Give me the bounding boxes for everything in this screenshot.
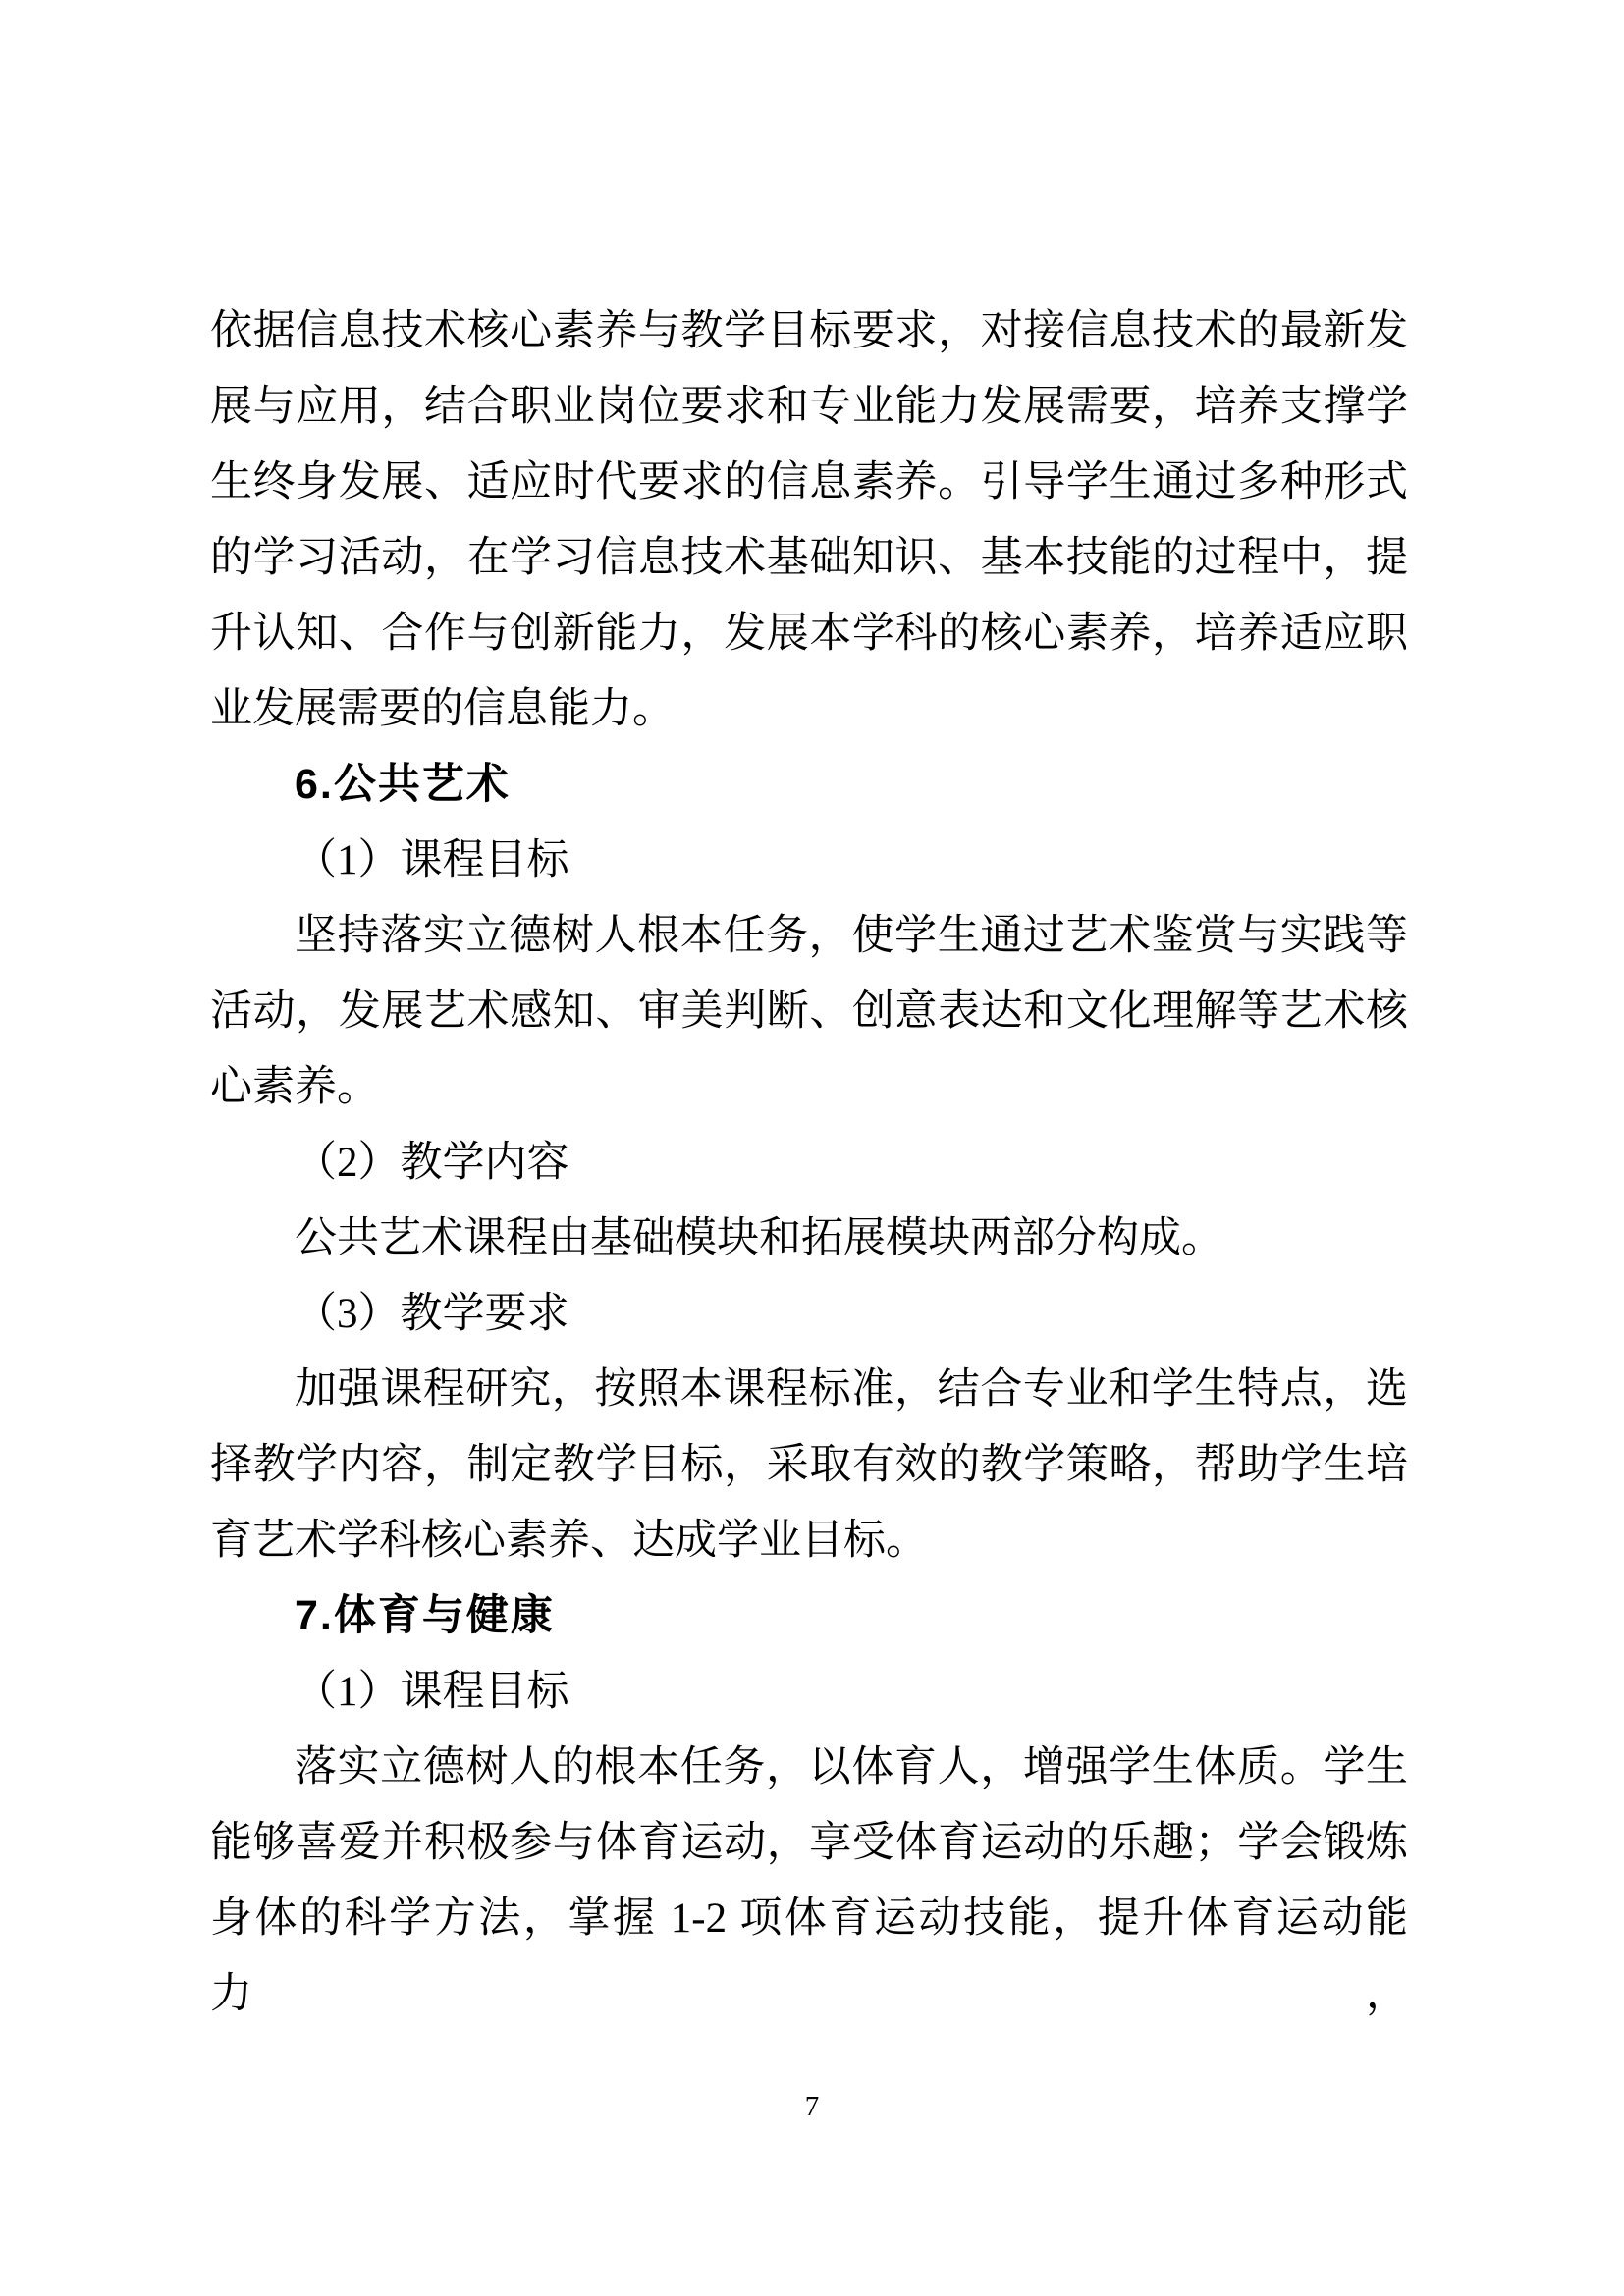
body-line: 活动，发展艺术感知、审美判断、创意表达和文化理解等艺术核	[210, 988, 1408, 1035]
body-line: 的学习活动，在学习信息技术基础知识、基本技能的过程中，提	[210, 535, 1408, 581]
body-line: 展与应用，结合职业岗位要求和专业能力发展需要，培养支撑学	[210, 384, 1408, 430]
body-line: 心素养。	[210, 1064, 379, 1110]
body-line: 落实立德树人的根本任务，以体育人，增强学生体质。学生	[295, 1744, 1408, 1790]
body-line: 业发展需要的信息能力。	[210, 686, 675, 732]
subheading-course-objectives: （1）课程目标	[295, 837, 569, 883]
body-line: 依据信息技术核心素养与教学目标要求，对接信息技术的最新发	[210, 308, 1408, 354]
body-line: 坚持落实立德树人根本任务，使学生通过艺术鉴赏与实践等	[295, 913, 1408, 959]
body-line: 身体的科学方法，掌握 1-2 项体育运动技能，提升体育运动能力，	[210, 1896, 1408, 2017]
body-line: 生终身发展、适应时代要求的信息素养。引导学生通过多种形式	[210, 459, 1408, 506]
body-line: 育艺术学科核心素养、达成学业目标。	[210, 1518, 928, 1564]
document-body	[210, 294, 1408, 2017]
subheading-course-objectives: （1）课程目标	[295, 1669, 569, 1715]
page-number: 7	[804, 2091, 820, 2122]
body-line: 加强课程研究，按照本课程标准，结合专业和学生特点，选	[295, 1366, 1408, 1413]
body-line: 能够喜爱并积极参与体育运动，享受体育运动的乐趣；学会锻炼	[210, 1820, 1408, 1866]
heading-public-art: 6.公共艺术	[295, 761, 511, 808]
subheading-teaching-content: （2）教学内容	[295, 1140, 569, 1186]
body-line: 择教学内容，制定教学目标，采取有效的教学策略，帮助学生培	[210, 1442, 1408, 1488]
subheading-teaching-requirements: （3）教学要求	[295, 1291, 569, 1337]
body-line: 升认知、合作与创新能力，发展本学科的核心素养，培养适应职	[210, 611, 1408, 657]
heading-physical-education: 7.体育与健康	[295, 1592, 555, 1639]
body-line: 公共艺术课程由基础模块和拓展模块两部分构成。	[295, 1215, 1223, 1261]
